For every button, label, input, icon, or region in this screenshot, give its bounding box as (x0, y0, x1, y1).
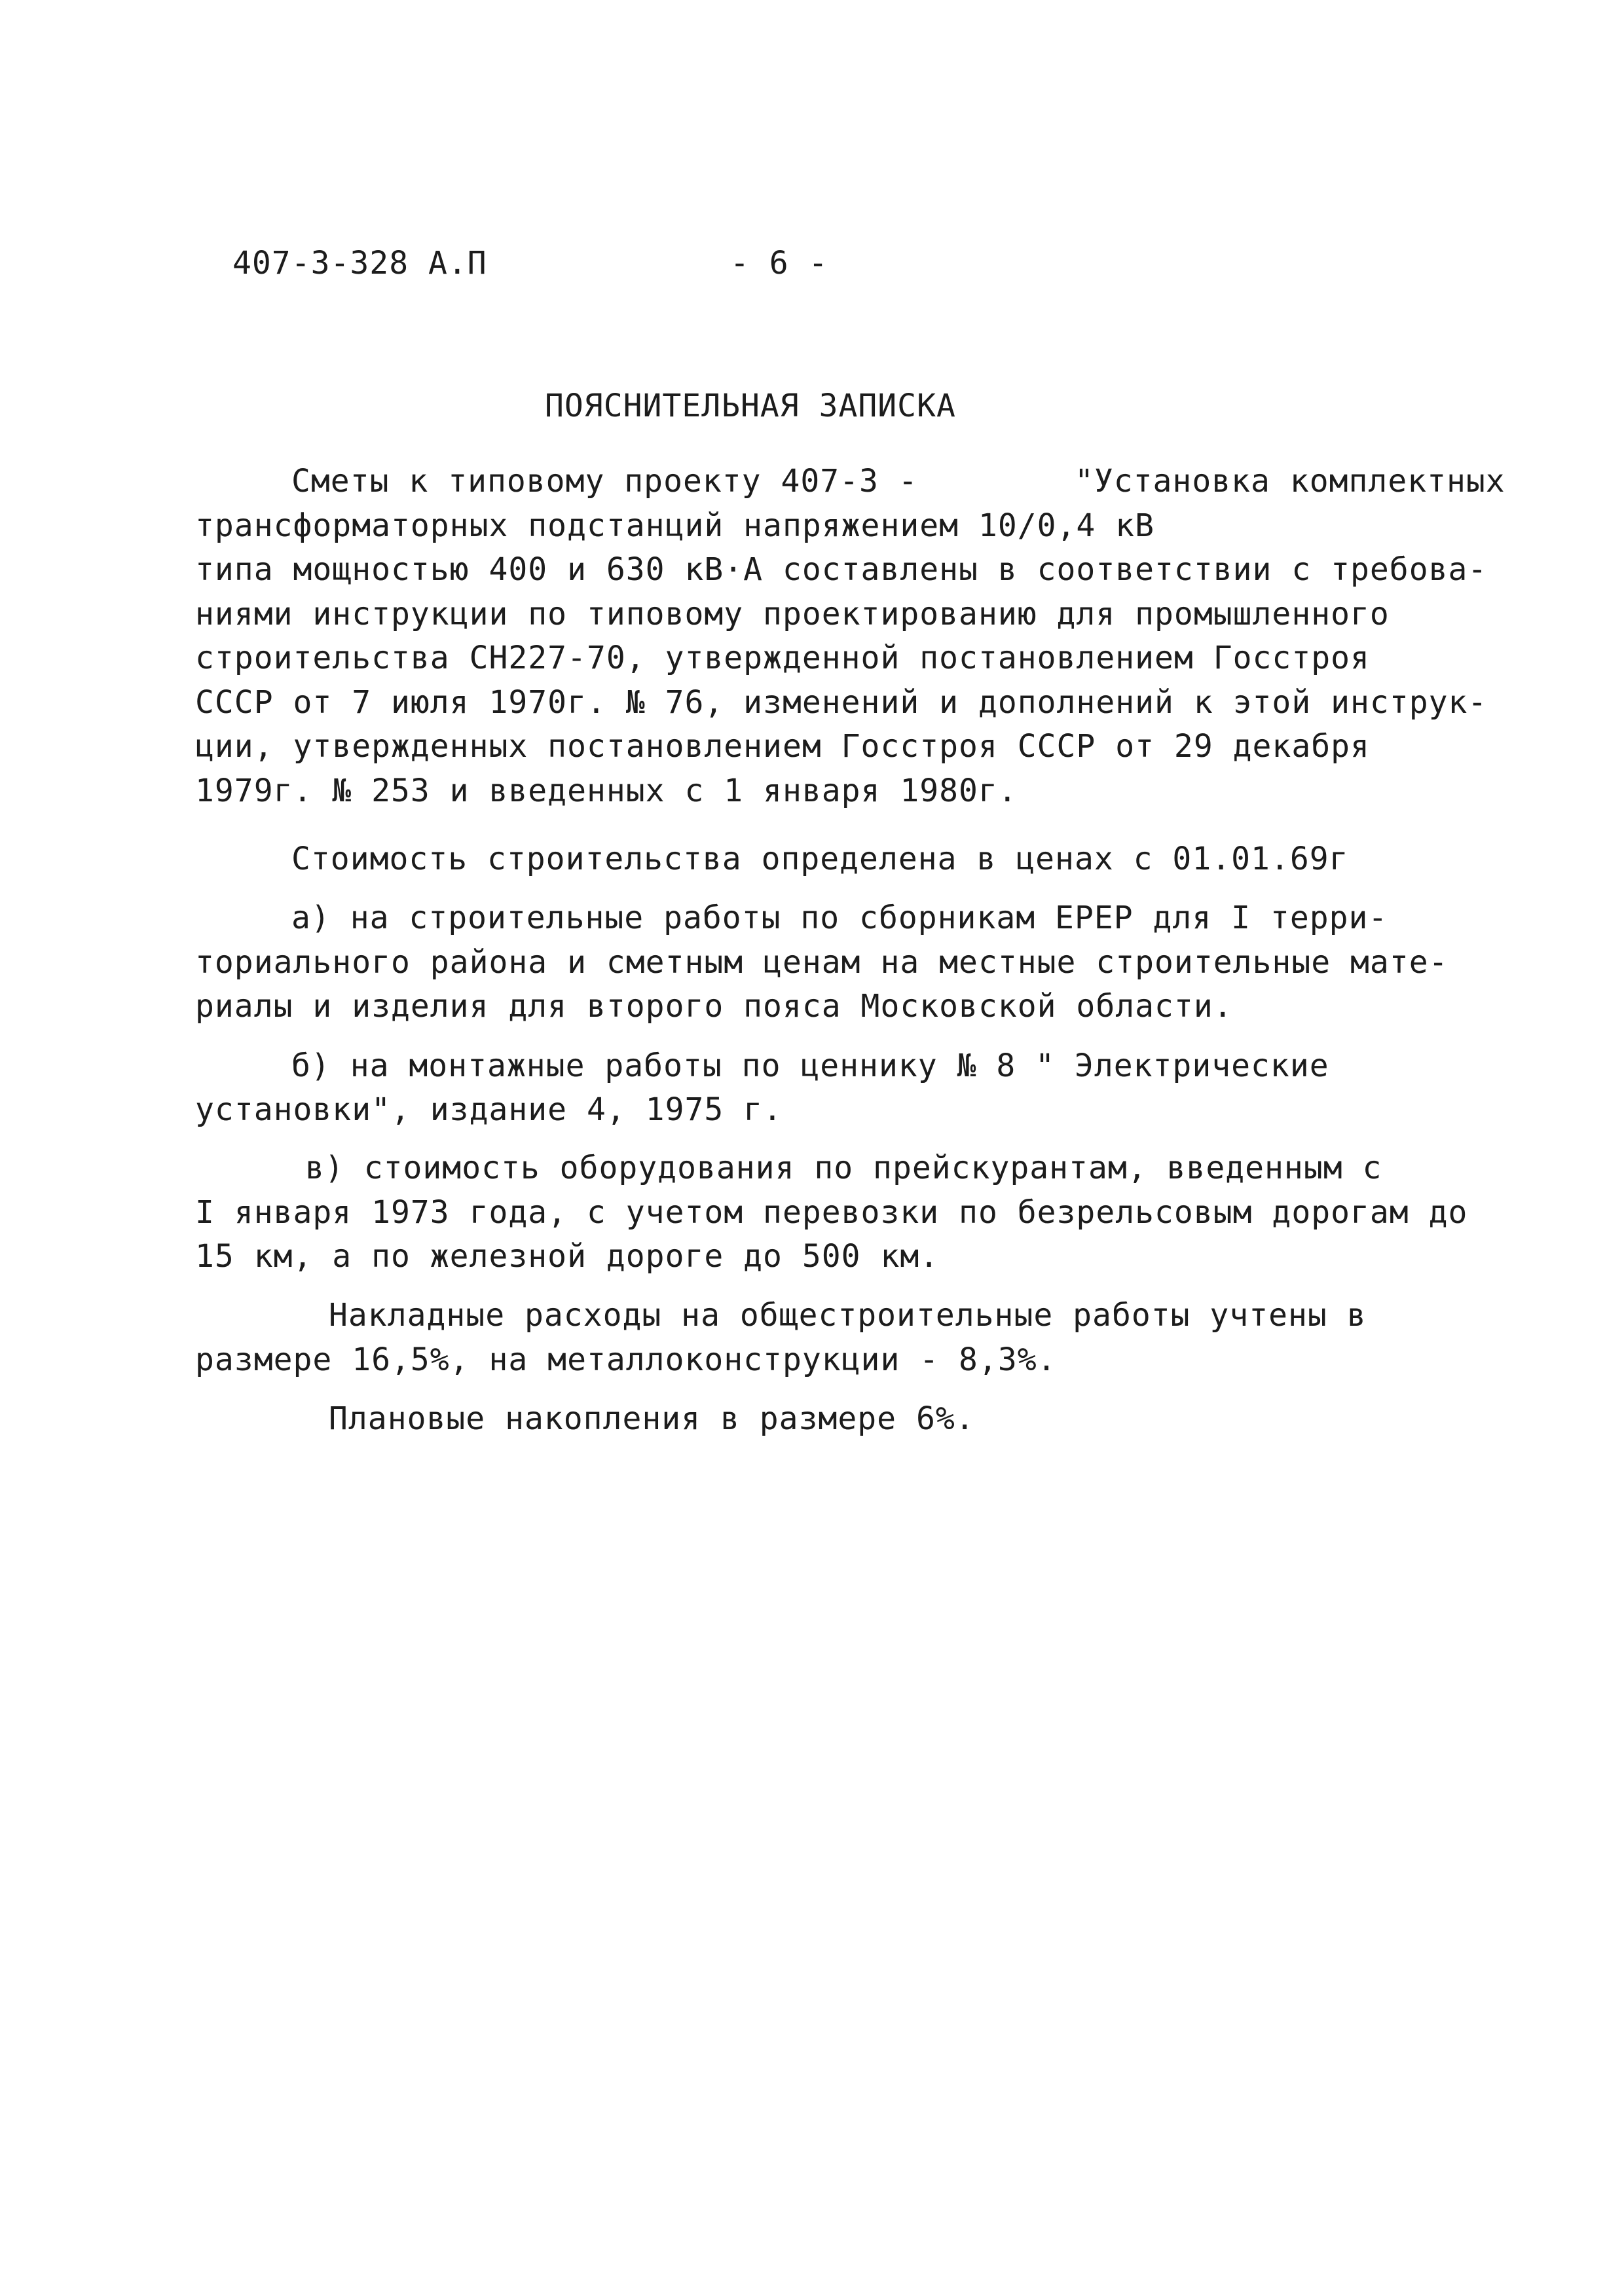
body-line: типа мощностью 400 и 630 кВ·А составлены в соответствии с требова- (195, 551, 1488, 588)
body-line: Накладные расходы на общестроительные работы учтены в (329, 1297, 1367, 1334)
body-line: I января 1973 года, с учетом перевозки по безрельсовым дорогам до (195, 1194, 1468, 1231)
body-line: размере 16,5%, на металлоконструкции - 8,3%. (195, 1341, 1057, 1378)
body-line: б) на монтажные работы по ценнику № 8 " Электрические (291, 1048, 1329, 1084)
document-code: 407-3-328 А.П (232, 245, 487, 282)
body-line: ториального района и сметным ценам на местные строительные мате- (195, 944, 1449, 981)
body-line: в) стоимость оборудования по прейскурантам, введенным с (305, 1150, 1382, 1186)
body-line: трансформаторных подстанций напряжением 10/0,4 кВ (195, 507, 1155, 544)
body-line: а) на строительные работы по сборникам ЕРЕР для I терри- (291, 900, 1388, 936)
body-line: Плановые накопления в размере 6%. (329, 1400, 975, 1437)
body-line: риалы и изделия для второго пояса Московской области. (195, 988, 1233, 1025)
body-line: Стоимость строительства определена в ценах с 01.01.69г (291, 841, 1349, 877)
body-line: 1979г. № 253 и введенных с 1 января 1980г. (195, 773, 1018, 809)
body-line: установки", издание 4, 1975 г. (195, 1091, 783, 1128)
page-number: - 6 - (730, 245, 828, 282)
body-line: 15 км, а по железной дороге до 500 км. (195, 1238, 940, 1275)
body-line: Сметы к типовому проекту 407-3 - "Установка комплектных (291, 463, 1505, 500)
body-line: ции, утвержденных постановлением Госстроя СССР от 29 декабря (195, 728, 1370, 765)
body-line: СССР от 7 июля 1970г. № 76, изменений и дополнений к этой инструк- (195, 684, 1488, 721)
body-line: строительства СН227-70, утвержденной постановлением Госстроя (195, 640, 1370, 676)
page-title: ПОЯСНИТЕЛЬНАЯ ЗАПИСКА (545, 388, 956, 424)
body-line: ниями инструкции по типовому проектированию для промышленного (195, 596, 1390, 632)
